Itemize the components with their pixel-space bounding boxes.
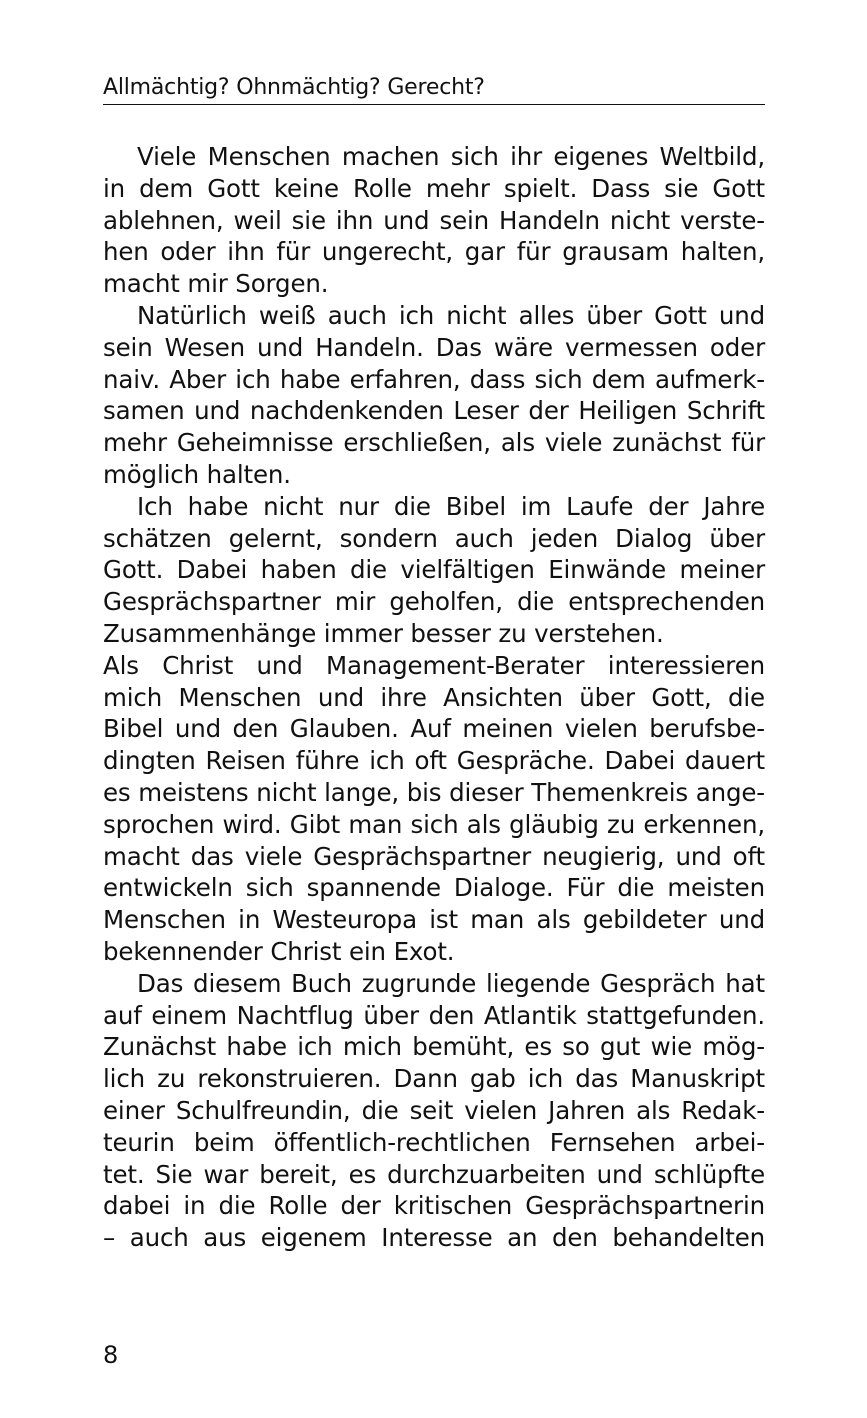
text-line: dabei in die Rolle der kritischen Gesprächspartnerin — [103, 1191, 765, 1221]
text-line: Natürlich weiß auch ich nicht alles über Gott und — [137, 300, 765, 330]
text-line: macht mir Sorgen. — [103, 269, 329, 299]
text-line: in dem Gott keine Rolle mehr spielt. Dass sie Gott — [103, 173, 765, 203]
text-line: sprochen wird. Gibt man sich als gläubig zu erkennen, — [103, 809, 765, 839]
text-line: mich Menschen und ihre Ansichten über Gott, die — [103, 682, 765, 712]
text-line: Gott. Dabei haben die vielfältigen Einwände meiner — [103, 555, 765, 585]
text-line: Menschen in Westeuropa ist man als gebildeter und — [103, 905, 765, 935]
text-line: auf einem Nachtflug über den Atlantik stattgefunden. — [103, 1000, 765, 1030]
text-line: möglich halten. — [103, 459, 291, 489]
text-line: entwickeln sich spannende Dialoge. Für die meisten — [103, 873, 765, 903]
text-line: Bibel und den Glauben. Auf meinen vielen berufsbe- — [103, 714, 765, 744]
text-line: Gesprächspartner mir geholfen, die entsprechenden — [103, 587, 765, 617]
text-line: es meistens nicht lange, bis dieser Themenkreis ange- — [103, 777, 765, 807]
text-line: Ich habe nicht nur die Bibel im Laufe der Jahre — [137, 491, 765, 521]
text-line: schätzen gelernt, sondern auch jeden Dialog über — [103, 523, 765, 553]
text-line: – auch aus eigenem Interesse an den behandelten — [103, 1223, 765, 1253]
body-text — [103, 141, 765, 1254]
text-line: macht das viele Gesprächspartner neugierig, und oft — [103, 841, 765, 871]
running-head: Allmächtig? Ohnmächtig? Gerecht? — [103, 74, 765, 105]
text-line: samen und nachdenkenden Leser der Heiligen Schrift — [103, 396, 765, 426]
text-line: Viele Menschen machen sich ihr eigenes Weltbild, — [137, 142, 765, 171]
text-line: Zusammenhänge immer besser zu verstehen. — [103, 618, 664, 648]
page-number: 8 — [103, 1341, 119, 1369]
text-line: hen oder ihn für ungerecht, gar für grausam halten, — [103, 237, 765, 267]
text-line: naiv. Aber ich habe erfahren, dass sich dem aufmerk- — [103, 364, 765, 394]
text-line: Als Christ und Management-Berater interessieren — [103, 650, 765, 680]
text-line: bekennender Christ ein Exot. — [103, 936, 455, 966]
text-line: Zunächst habe ich mich bemüht, es so gut wie mög- — [103, 1032, 765, 1062]
text-line: mehr Geheimnisse erschließen, als viele zunächst für — [103, 428, 765, 458]
text-line: einer Schulfreundin, die seit vielen Jahren als Redak- — [103, 1095, 765, 1125]
text-line: dingten Reisen führe ich oft Gespräche. Dabei dauert — [103, 746, 765, 776]
text-line: teurin beim öffentlich-rechtlichen Fernsehen arbei- — [103, 1127, 765, 1157]
text-line: lich zu rekonstruieren. Dann gab ich das Manuskript — [103, 1064, 765, 1094]
text-line: tet. Sie war bereit, es durchzuarbeiten und schlüpfte — [103, 1159, 765, 1189]
text-line: Das diesem Buch zugrunde liegende Gespräch hat — [137, 968, 765, 998]
text-line: sein Wesen und Handeln. Das wäre vermessen oder — [103, 332, 765, 362]
text-line: ablehnen, weil sie ihn und sein Handeln nicht verste- — [103, 205, 765, 235]
